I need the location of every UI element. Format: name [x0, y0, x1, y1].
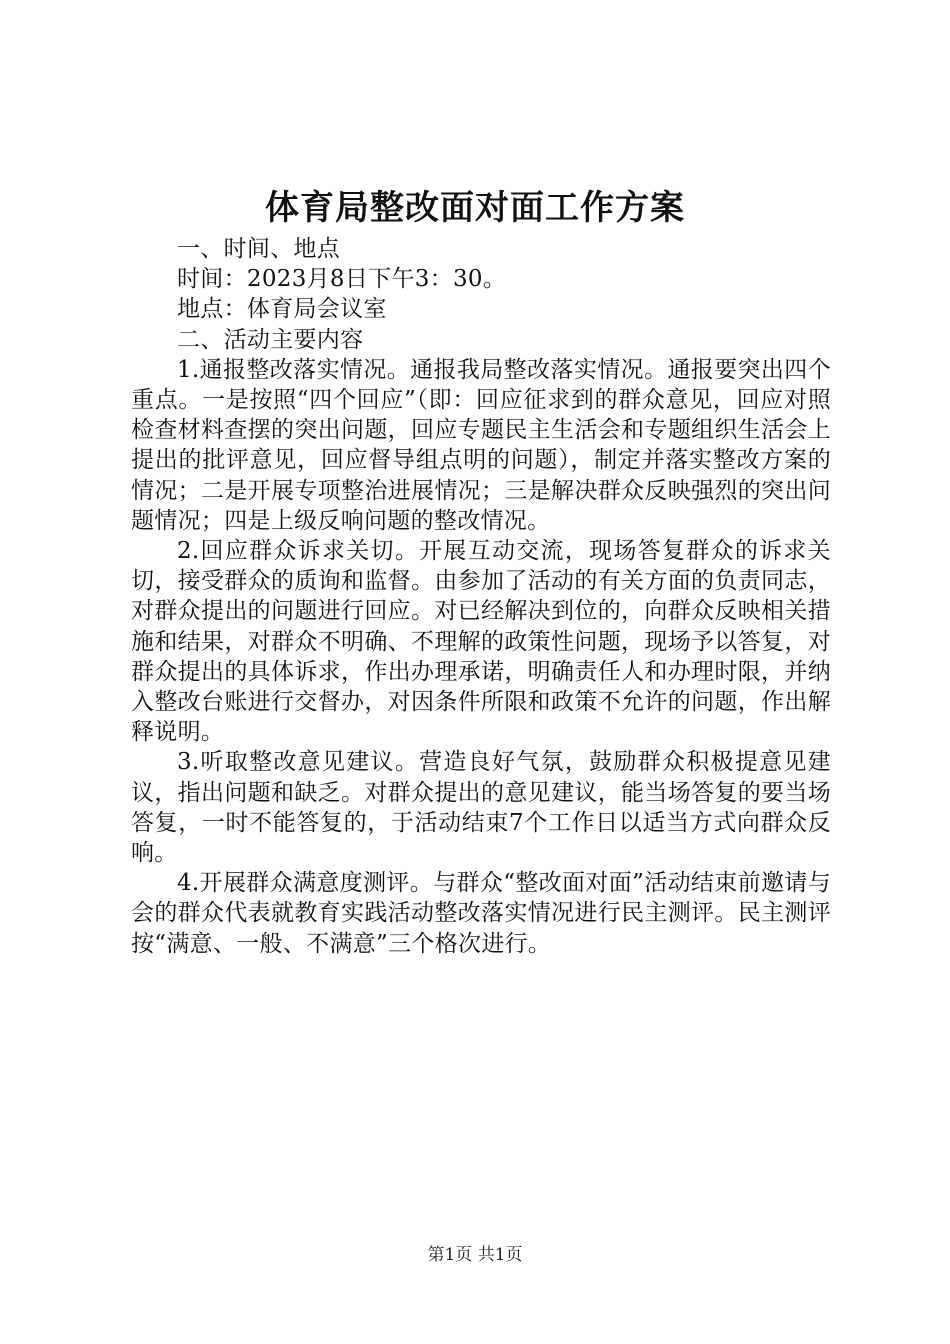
- paragraph-item-1: 1.通报整改落实情况。通报我局整改落实情况。通报要突出四个重点。一是按照“四个回应”（即：回应征求到的群众意见，回应对照检查材料查摆的突出问题，回应专题民主生活会和专题组织生活会上提出的批评意见，回应督导组点明的问题），制定并落实整改方案的情况；二是开展专项整治进展情况；三是解决群众反映强烈的突出问题情况；四是上级反响问题的整改情况。: [131, 356, 831, 534]
- paragraph-item-2: 2.回应群众诉求关切。开展互动交流，现场答复群众的诉求关切，接受群众的质询和监督。由参加了活动的有关方面的负责同志，对群众提出的问题进行回应。对已经解决到位的，向群众反映相关措施和结果，对群众不明确、不理解的政策性问题，现场予以答复，对群众提出的具体诉求，作出办理承诺，明确责任人和办理时限，并纳入整改台账进行交督办，对因条件所限和政策不允许的问题，作出解释说明。: [131, 538, 831, 746]
- document-body: [131, 234, 831, 959]
- section-heading-content: 二、活动主要内容: [177, 326, 364, 353]
- time-line: 时间：2023月8日下午3：30。: [177, 266, 507, 293]
- page-footer: 第1页 共1页: [427, 1245, 523, 1265]
- paragraph-item-3: 3.听取整改意见建议。营造良好气氛，鼓励群众积极提意见建议，指出问题和缺乏。对群众提出的意见建议，能当场答复的要当场答复，一时不能答复的，于活动结束7个工作日以适当方式向群众反响。: [131, 749, 831, 867]
- document-title: 体育局整改面对面工作方案: [265, 188, 685, 228]
- place-line: 地点：体育局会议室: [177, 296, 387, 323]
- paragraph-item-4: 4.开展群众满意度测评。与群众“整改面对面”活动结束前邀请与会的群众代表就教育实践活动整改落实情况进行民主测评。民主测评按“满意、一般、不满意”三个格次进行。: [131, 870, 831, 957]
- section-heading-time-place: 一、时间、地点: [177, 236, 341, 262]
